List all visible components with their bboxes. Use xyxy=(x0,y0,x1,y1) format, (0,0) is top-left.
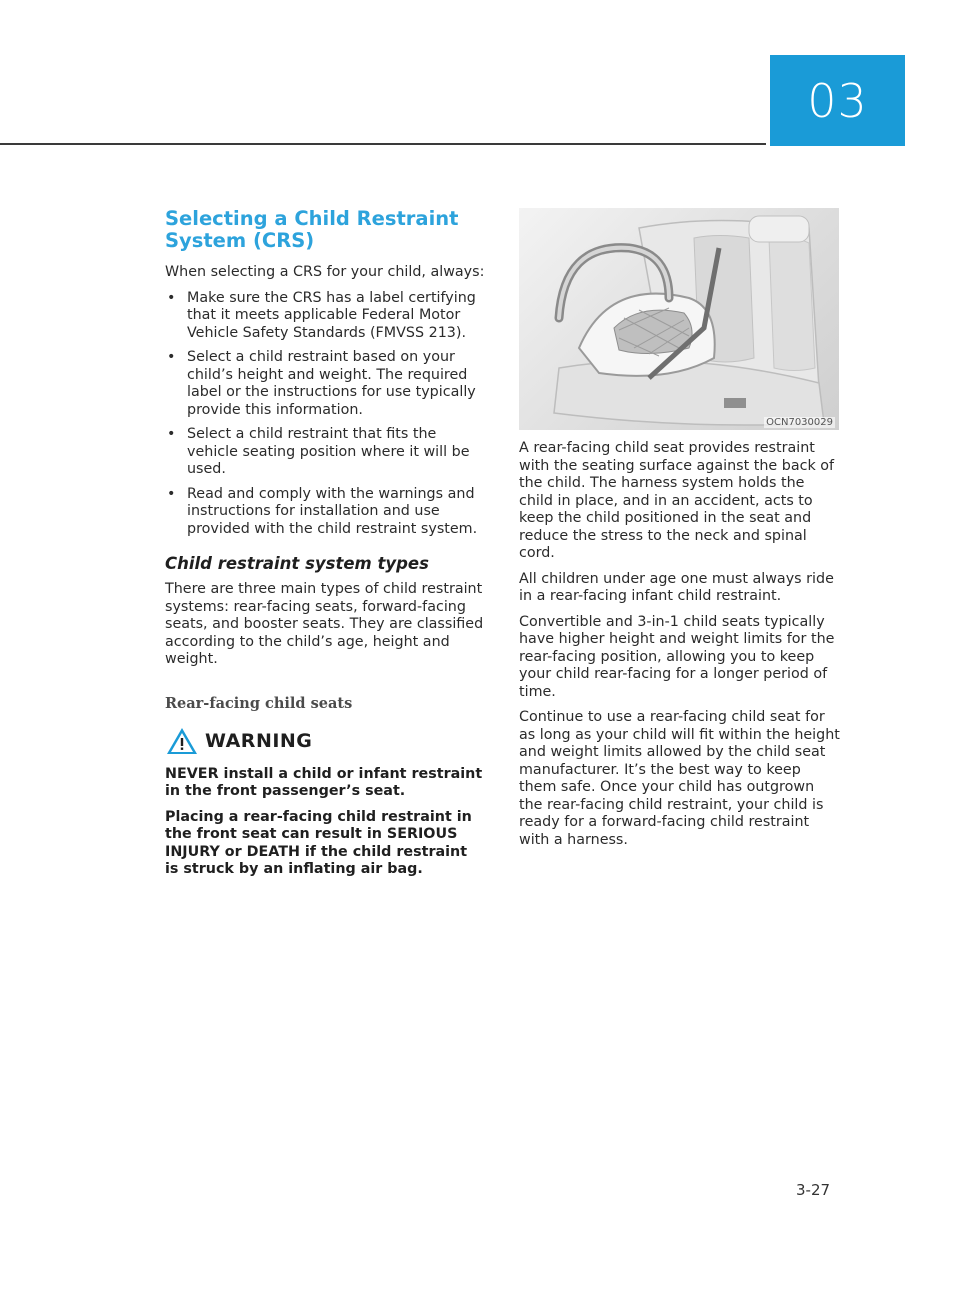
warning-triangle-icon xyxy=(165,726,199,756)
figure-code: OCN7030029 xyxy=(766,417,833,428)
warning-header xyxy=(165,726,485,756)
list-item-text: Select a child restraint based on your child’s height and weight. The required label or the instructions for use typically provide this information. xyxy=(187,349,476,418)
chapter-tab: 03 xyxy=(770,55,905,146)
list-item-text: Make sure the CRS has a label certifying that it meets applicable Federal Motor Vehicle Safety Standards (FMVSS 213). xyxy=(187,289,476,341)
list-item xyxy=(165,290,485,343)
page-number: 3-27 xyxy=(796,1181,831,1199)
header-rule xyxy=(0,143,766,145)
list-item xyxy=(165,486,485,539)
warning-text-1: NEVER install a child or infant restraint in the front passenger’s seat. xyxy=(165,765,483,799)
requirements-list xyxy=(165,290,485,539)
bullet-icon: • xyxy=(167,426,176,442)
section-title: Selecting a Child Restraint System (CRS) xyxy=(165,207,459,252)
car-seat-illustration xyxy=(519,208,839,430)
subheading-crs-types: Child restraint system types xyxy=(165,554,429,573)
list-item-text: Select a child restraint that fits the vehicle seating position where it will be used. xyxy=(187,426,470,477)
types-text: There are three main types of child restraint systems: rear-facing seats, forward-facing seats, and booster seats. They are classified according to the child’s age, height and weight. xyxy=(165,581,484,667)
paragraph: Continue to use a rear-facing child seat for as long as your child will fit within the height and weight limits allowed by the child seat manufacturer. It’s the best way to keep them safe. Once your child has outgrown the rear-facing child restraint, your child is ready for a forward-facing child restraint with a harness. xyxy=(519,709,840,848)
bullet-icon: • xyxy=(167,349,176,365)
rear-facing-heading: Rear-facing child seats xyxy=(165,694,353,712)
bullet-icon: • xyxy=(167,485,176,502)
right-column xyxy=(519,208,841,857)
list-item xyxy=(165,426,485,479)
left-column xyxy=(165,208,485,887)
list-item-text: Read and comply with the warnings and instructions for installation and use provided with the child restraint system. xyxy=(187,485,478,537)
paragraph: A rear-facing child seat provides restraint with the seating surface against the back of the child. The harness system holds the child in place, and in an accident, acts to keep the child positioned in the seat and reduce the stress to the neck and spinal cord. xyxy=(519,440,835,561)
rear-facing-seat-illustration xyxy=(519,208,839,430)
list-item xyxy=(165,349,485,419)
warning-text-2: Placing a rear-facing child restraint in the front seat can result in SERIOUS INJURY or DEATH if the child restraint is struck by an inflating air bag. xyxy=(165,808,472,877)
intro-text: When selecting a CRS for your child, always: xyxy=(165,264,485,280)
paragraph: All children under age one must always ride in a rear-facing infant child restraint. xyxy=(519,570,834,604)
bullet-icon: • xyxy=(167,289,176,306)
paragraph: Convertible and 3-in-1 child seats typically have higher height and weight limits for the rear-facing position, allowing you to keep your child rear-facing for a longer period of time. xyxy=(519,613,835,700)
warning-title: WARNING xyxy=(205,729,313,752)
